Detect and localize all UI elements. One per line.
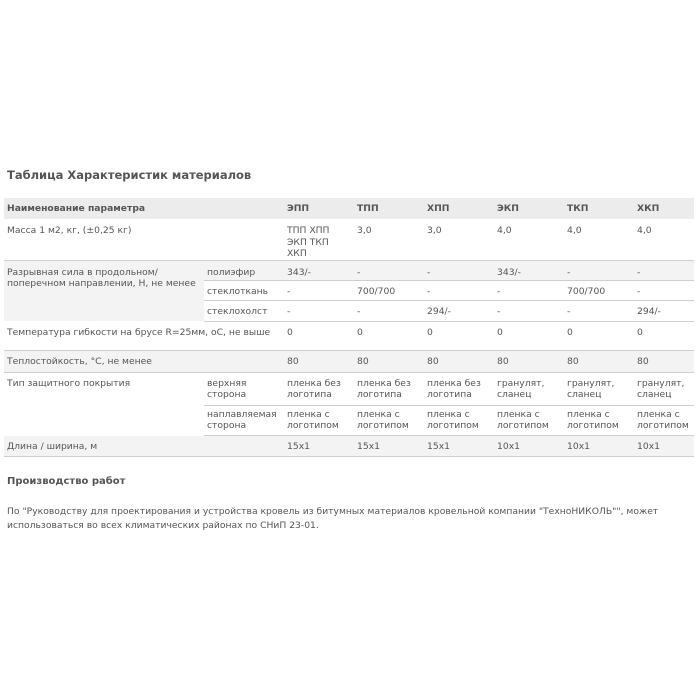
table-row bbox=[4, 372, 694, 405]
coating-value: пленка без логотипа bbox=[357, 377, 411, 400]
table-row bbox=[4, 435, 694, 456]
coating-value: пленка с логотипом bbox=[564, 405, 634, 435]
heat-value: 80 bbox=[634, 350, 694, 372]
mass-epp: ТПП ХПП ЭКП ТКП ХКП bbox=[284, 219, 354, 260]
tensile-value: - bbox=[634, 260, 694, 280]
tensile-value: - bbox=[564, 300, 634, 321]
mass-tkp: 4,0 bbox=[564, 219, 634, 260]
heat-value: 80 bbox=[494, 350, 564, 372]
tensile-label: Разрывная сила в продольном/поперечном направлении, Н, не менее bbox=[4, 260, 204, 321]
heat-value: 80 bbox=[564, 350, 634, 372]
tensile-value: - bbox=[494, 280, 564, 300]
tensile-sub: полиэфир bbox=[204, 260, 284, 280]
tensile-value: - bbox=[564, 260, 634, 280]
coating-value: пленка с логотипом bbox=[284, 405, 354, 435]
table-title: Таблица Характеристик материалов bbox=[7, 168, 252, 182]
tensile-sub: стеклохолст bbox=[204, 300, 284, 321]
mass-ekp: 4,0 bbox=[494, 219, 564, 260]
flex-label: Температура гибкости на брусе R=25мм, оС, не выше bbox=[4, 321, 284, 350]
flex-value: 0 bbox=[634, 321, 694, 350]
description-paragraph: По "Руководству для проектирования и устройства кровель из битумных материалов кровельной компании "ТехноНИКОЛЬ"", может использоваться во всех климатических районах по СНиП 23-01. bbox=[7, 506, 659, 531]
coating-value: гранулят, сланец bbox=[497, 377, 545, 400]
section-title: Производство работ bbox=[7, 476, 126, 487]
table-row bbox=[4, 219, 694, 260]
tensile-sub: стеклоткань bbox=[204, 280, 284, 300]
table-row bbox=[4, 260, 694, 280]
coating-value: пленка с логотипом bbox=[354, 405, 424, 435]
header-ekp: ЭКП bbox=[494, 198, 564, 219]
coating-value: пленка без логотипа bbox=[427, 377, 481, 400]
tensile-value: 294/- bbox=[424, 300, 494, 321]
size-value: 15x1 bbox=[354, 435, 424, 456]
tensile-value: - bbox=[354, 300, 424, 321]
tensile-value: 343/- bbox=[284, 260, 354, 280]
header-tpp: ТПП bbox=[354, 198, 424, 219]
coating-sub: наплавляемая сторона bbox=[204, 405, 284, 435]
mass-tpp: 3,0 bbox=[354, 219, 424, 260]
tensile-value: 700/700 bbox=[564, 280, 634, 300]
coating-sub: верхняя сторона bbox=[207, 377, 247, 400]
tensile-value: - bbox=[284, 280, 354, 300]
header-param: Наименование параметра bbox=[4, 198, 284, 219]
flex-value: 0 bbox=[284, 321, 354, 350]
tensile-value: - bbox=[354, 260, 424, 280]
mass-hpp: 3,0 bbox=[424, 219, 494, 260]
tensile-value: - bbox=[424, 280, 494, 300]
size-value: 15x1 bbox=[424, 435, 494, 456]
materials-table bbox=[4, 198, 694, 457]
size-label: Длина / ширина, м bbox=[4, 435, 284, 456]
mass-hkp: 4,0 bbox=[634, 219, 694, 260]
tensile-value: 700/700 bbox=[354, 280, 424, 300]
tensile-value: 294/- bbox=[634, 300, 694, 321]
table-header-row bbox=[4, 198, 694, 219]
coating-value: гранулят, сланец bbox=[567, 377, 615, 400]
tensile-value: - bbox=[284, 300, 354, 321]
table-row bbox=[4, 350, 694, 372]
heat-value: 80 bbox=[354, 350, 424, 372]
coating-value: пленка с логотипом bbox=[424, 405, 494, 435]
header-hpp: ХПП bbox=[424, 198, 494, 219]
tensile-value: - bbox=[634, 280, 694, 300]
mass-label: Масса 1 м2, кг, (±0,25 кг) bbox=[4, 219, 284, 260]
size-value: 10x1 bbox=[564, 435, 634, 456]
size-value: 15x1 bbox=[284, 435, 354, 456]
coating-value: пленка с логотипом bbox=[494, 405, 564, 435]
coating-label: Тип защитного покрытия bbox=[7, 377, 131, 389]
tensile-value: - bbox=[424, 260, 494, 280]
header-hkp: ХКП bbox=[634, 198, 694, 219]
flex-value: 0 bbox=[564, 321, 634, 350]
coating-value: пленка с логотипом bbox=[634, 405, 694, 435]
flex-value: 0 bbox=[354, 321, 424, 350]
heat-value: 80 bbox=[424, 350, 494, 372]
flex-value: 0 bbox=[424, 321, 494, 350]
table-row bbox=[4, 321, 694, 350]
tensile-value: - bbox=[494, 300, 564, 321]
header-tkp: ТКП bbox=[564, 198, 634, 219]
size-value: 10x1 bbox=[634, 435, 694, 456]
flex-value: 0 bbox=[494, 321, 564, 350]
heat-label: Теплостойкость, °С, не менее bbox=[4, 350, 284, 372]
size-value: 10x1 bbox=[494, 435, 564, 456]
coating-value: гранулят, сланец bbox=[637, 377, 685, 400]
header-epp: ЭПП bbox=[284, 198, 354, 219]
tensile-value: 343/- bbox=[494, 260, 564, 280]
coating-value: пленка без логотипа bbox=[287, 377, 341, 400]
heat-value: 80 bbox=[284, 350, 354, 372]
